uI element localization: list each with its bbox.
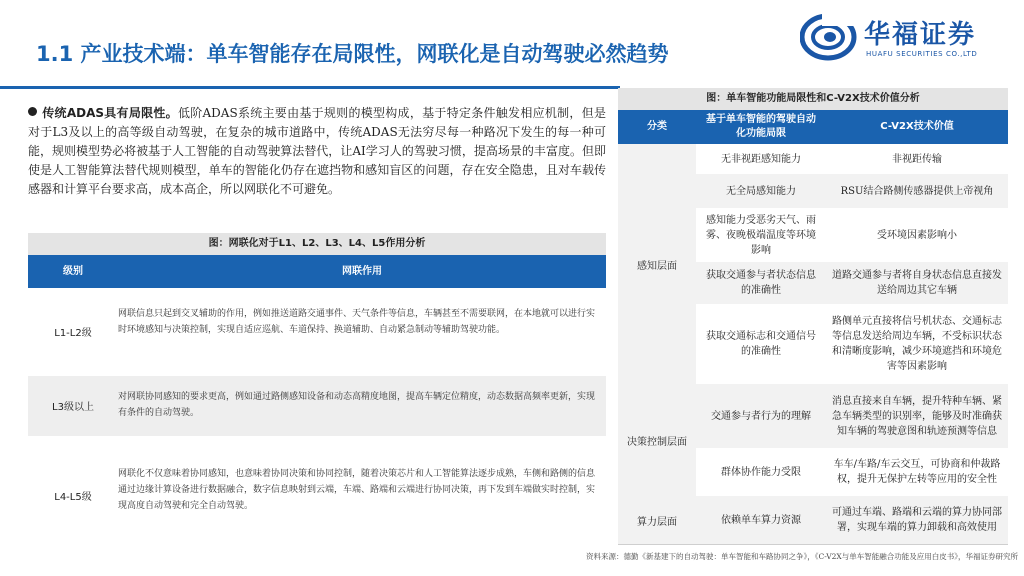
row-text: 网联化不仅意味着协同感知，也意味着协同决策和协同控制，随着决策芯片和人工智能算法逐步成熟，车侧和路侧的信息通过边缘计算设备进行数据融合，数字信息映射到云端，车端、路端和云端进行协同决策，再下发到车端做实时控制，实现高度自动驾驶和完全自动驾驶。 (118, 469, 596, 511)
limit-cell: 获取交通标志和交通信号的准确性 (706, 331, 816, 357)
limit-cell: 依赖单车算力资源 (696, 496, 826, 544)
intro-paragraph (28, 104, 606, 199)
header-role: 网联作用 (342, 266, 382, 277)
value-cell: 受环境因素影响小 (877, 229, 957, 241)
left-table-header (28, 255, 606, 288)
logo-name: 华福证券 (864, 20, 977, 50)
source-note: 资料来源：德勤《新基建下的自动驾驶：单车智能和车路协同之争》，《C-V2X与单车智能融合功能及应用白皮书》，华福证券研究所 (585, 552, 1018, 561)
group-compute: 算力层面 (618, 496, 696, 544)
value-cell: 消息直接来自车辆，提升特种车辆、紧急车辆类型的识别率，能够及时准确获知车辆的驾驶意图和轨迹预测等信息 (826, 384, 1008, 448)
right-table-header (618, 110, 1008, 144)
row-text: 对网联协同感知的要求更高，例如通过路侧感知设备和动态高精度地图，提高车辆定位精度，动态数据高频率更新，实现有条件的自动驾驶。 (118, 392, 596, 418)
right-table-caption: 图：单车智能功能局限性和C-V2X技术价值分析 (618, 88, 1008, 110)
row-text: 网联信息只起到交叉辅助的作用，例如推送道路交通事件、天气条件等信息，车辆甚至不需要联网，在本地就可以进行实时环境感知与决策控制，实现自适应巡航、车道保持、换道辅助、自动紧急制动等辅助驾驶功能。 (118, 309, 596, 335)
limit-cell: 无全局感知能力 (696, 174, 826, 208)
limit-cell: 群体协作能力受限 (721, 466, 801, 478)
limit-cell: 感知能力受恶劣天气、雨雾、夜晚极端温度等环境影响 (706, 214, 816, 256)
value-cell: RSU结合路侧传感器提供上帝视角 (826, 174, 1008, 208)
logo-subtitle: HUAFU SECURITIES CO.,LTD (866, 50, 978, 58)
paragraph-body: 低阶ADAS系统主要由基于规则的模型构成，基于特定条件触发相应机制，但是对于L3及以上的高等级自动驾驶，在复杂的城市道路中，传统ADAS无法穷尽每一种路况下发生的每一种可能，规则模型势必将被基于人工智能的自动驾驶算法替代，让AI学习人的驾驶习惯，提高场景的丰富度。但即使是人工智能算法替代规则模型，单车的智能化仍存在遮挡物和感知盲区的问题，存在安全隐患，且对车载传感器和计算平台要求高，成本高企，所以网联化不可避免。 (28, 106, 606, 196)
bullet-icon (28, 107, 37, 116)
group-decision: 决策控制层面 (618, 384, 696, 496)
limit-cell: 获取交通参与者状态信息的准确性 (696, 262, 826, 304)
paragraph-lead: 传统ADAS具有局限性。 (42, 106, 178, 120)
limit-cell: 交通参与者行为的理解 (696, 384, 826, 448)
group-perception: 感知层面 (618, 144, 696, 384)
left-table-caption: 图：网联化对于L1、L2、L3、L4、L5作用分析 (28, 233, 606, 255)
value-cell: 道路交通参与者将自身状态信息直接发送给周边其它车辆 (826, 262, 1008, 304)
header-value: C-V2X技术价值 (880, 121, 954, 132)
page-title: 1.1 产业技术端：单车智能存在局限性，网联化是自动驾驶必然趋势 (36, 42, 669, 66)
logo-emblem-icon (800, 12, 860, 62)
table-bottom-rule (618, 544, 1008, 545)
table-row (28, 376, 606, 436)
value-cell: 路侧单元直接将信号机状态、交通标志等信息发送给周边车辆，不受标识状态和清晰度影响，减少环境遮挡和环境危害等因素影响 (832, 316, 1002, 372)
value-cell: 车车/车路/车云交互，可协商和仲裁路权，提升无保护左转等应用的安全性 (833, 459, 1001, 485)
header-category: 分类 (647, 121, 667, 132)
row-level: L3级以上 (52, 402, 94, 413)
row-level: L4-L5级 (54, 492, 92, 503)
limit-cell: 无非视距感知能力 (721, 153, 801, 165)
header-limitation: 基于单车智能的驾驶自动化功能局限 (706, 114, 816, 139)
title-underline (0, 86, 620, 89)
value-cell: 可通过车端、路端和云端的算力协同部署，实现车端的算力卸载和高效使用 (826, 496, 1008, 544)
table-row (28, 288, 606, 376)
header-level: 级别 (63, 266, 83, 277)
row-level: L1-L2级 (54, 328, 92, 339)
table-row (28, 436, 606, 548)
value-cell: 非视距传输 (892, 153, 942, 165)
company-logo (800, 12, 1010, 68)
